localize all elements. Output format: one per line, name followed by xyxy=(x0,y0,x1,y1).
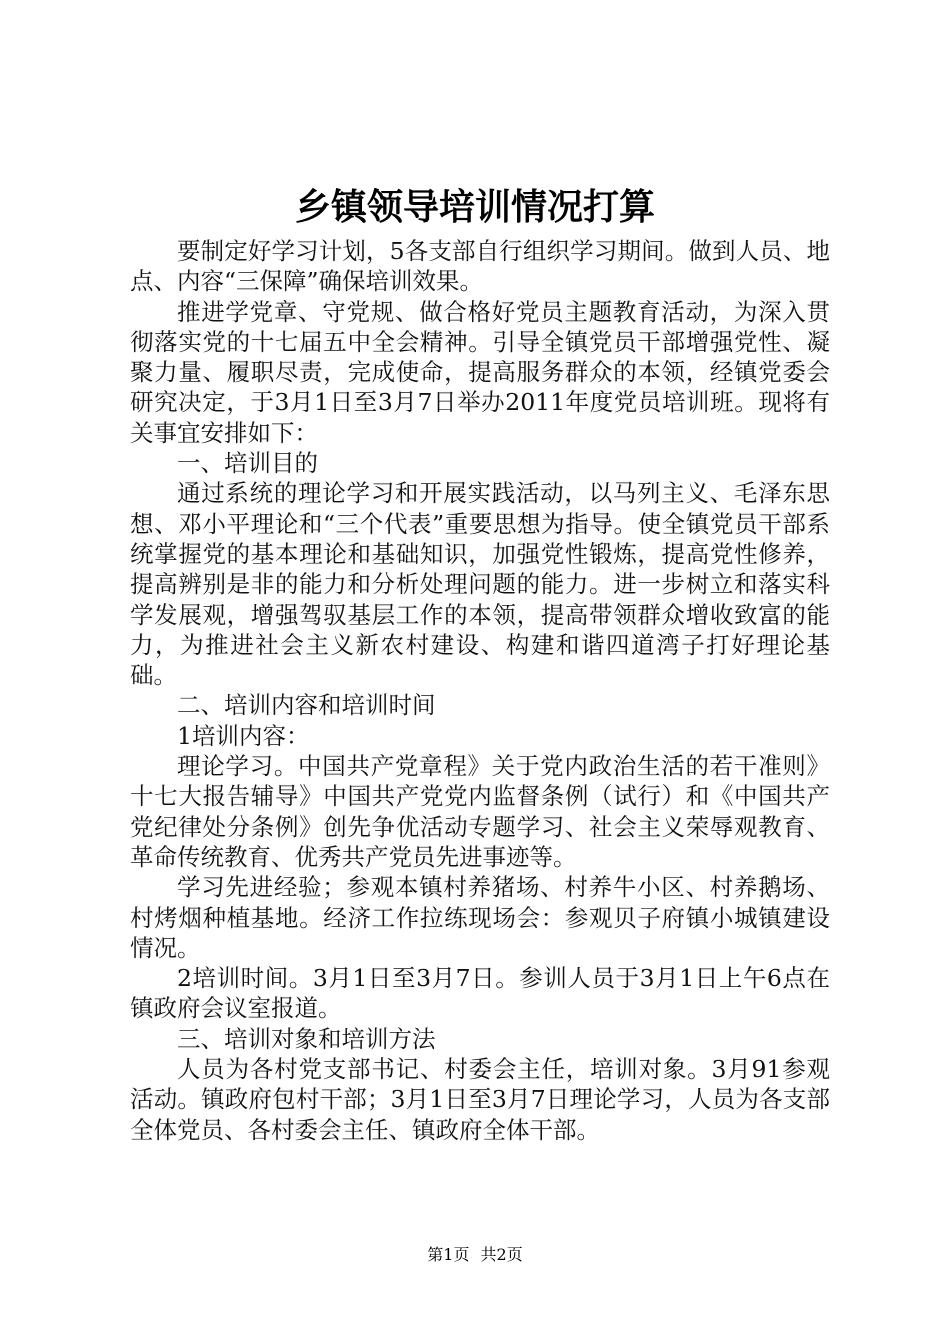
document-body xyxy=(130,236,830,1145)
paragraph: 通过系统的理论学习和开展实践活动，以马列主义、毛泽东思想、邓小平理论和“三个代表”重要思想为指导。使全镇党员干部系统掌握党的基本理论和基础知识，加强党性锻炼，提高党性修养，提高辨别是非的能力和分析处理问题的能力。进一步树立和落实科学发展观，增强驾驭基层工作的本领，提高带领群众增收致富的能力，为推进社会主义新农村建设、构建和谐四道湾子打好理论基础。 xyxy=(130,479,830,690)
document-title: 乡镇领导培训情况打算 xyxy=(294,187,655,228)
section-heading: 三、培训对象和培训方法 xyxy=(177,1024,436,1053)
paragraph: 2培训时间。3月1日至3月7日。参训人员于3月1日上午6点在镇政府会议室报道。 xyxy=(130,964,830,1023)
section-heading: 一、培训目的 xyxy=(177,449,318,478)
paragraph: 理论学习。中国共产党章程》关于党内政治生活的若干准则》十七大报告辅导》中国共产党党内监督条例（试行）和《中国共产党纪律处分条例》创先争优活动专题学习、社会主义荣辱观教育、革命传统教育、优秀共产党员先进事迹等。 xyxy=(130,752,830,871)
paragraph: 推进学党章、守党规、做合格好党员主题教育活动，为深入贯彻落实党的十七届五中全会精神。引导全镇党员干部增强党性、凝聚力量、履职尽责，完成使命，提高服务群众的本领，经镇党委会研究决定，于3月1日至3月7日举办2011年度党员培训班。现将有关事宜安排如下： xyxy=(130,297,830,447)
paragraph: 人员为各村党支部书记、村委会主任，培训对象。3月91参观活动。镇政府包村干部；3月1日至3月7日理论学习，人员为各支部全体党员、各村委会主任、镇政府全体干部。 xyxy=(130,1055,830,1144)
paragraph: 1培训内容： xyxy=(177,721,310,750)
page-footer: 第1页 共2页 xyxy=(427,1245,523,1264)
paragraph: 学习先进经验；参观本镇村养猪场、村养牛小区、村养鹅场、村烤烟种植基地。经济工作拉练现场会：参观贝子府镇小城镇建设情况。 xyxy=(130,873,830,962)
section-heading: 二、培训内容和培训时间 xyxy=(177,691,436,720)
paragraph: 要制定好学习计划，5各支部自行组织学习期间。做到人员、地点、内容“三保障”确保培训效果。 xyxy=(130,237,830,296)
